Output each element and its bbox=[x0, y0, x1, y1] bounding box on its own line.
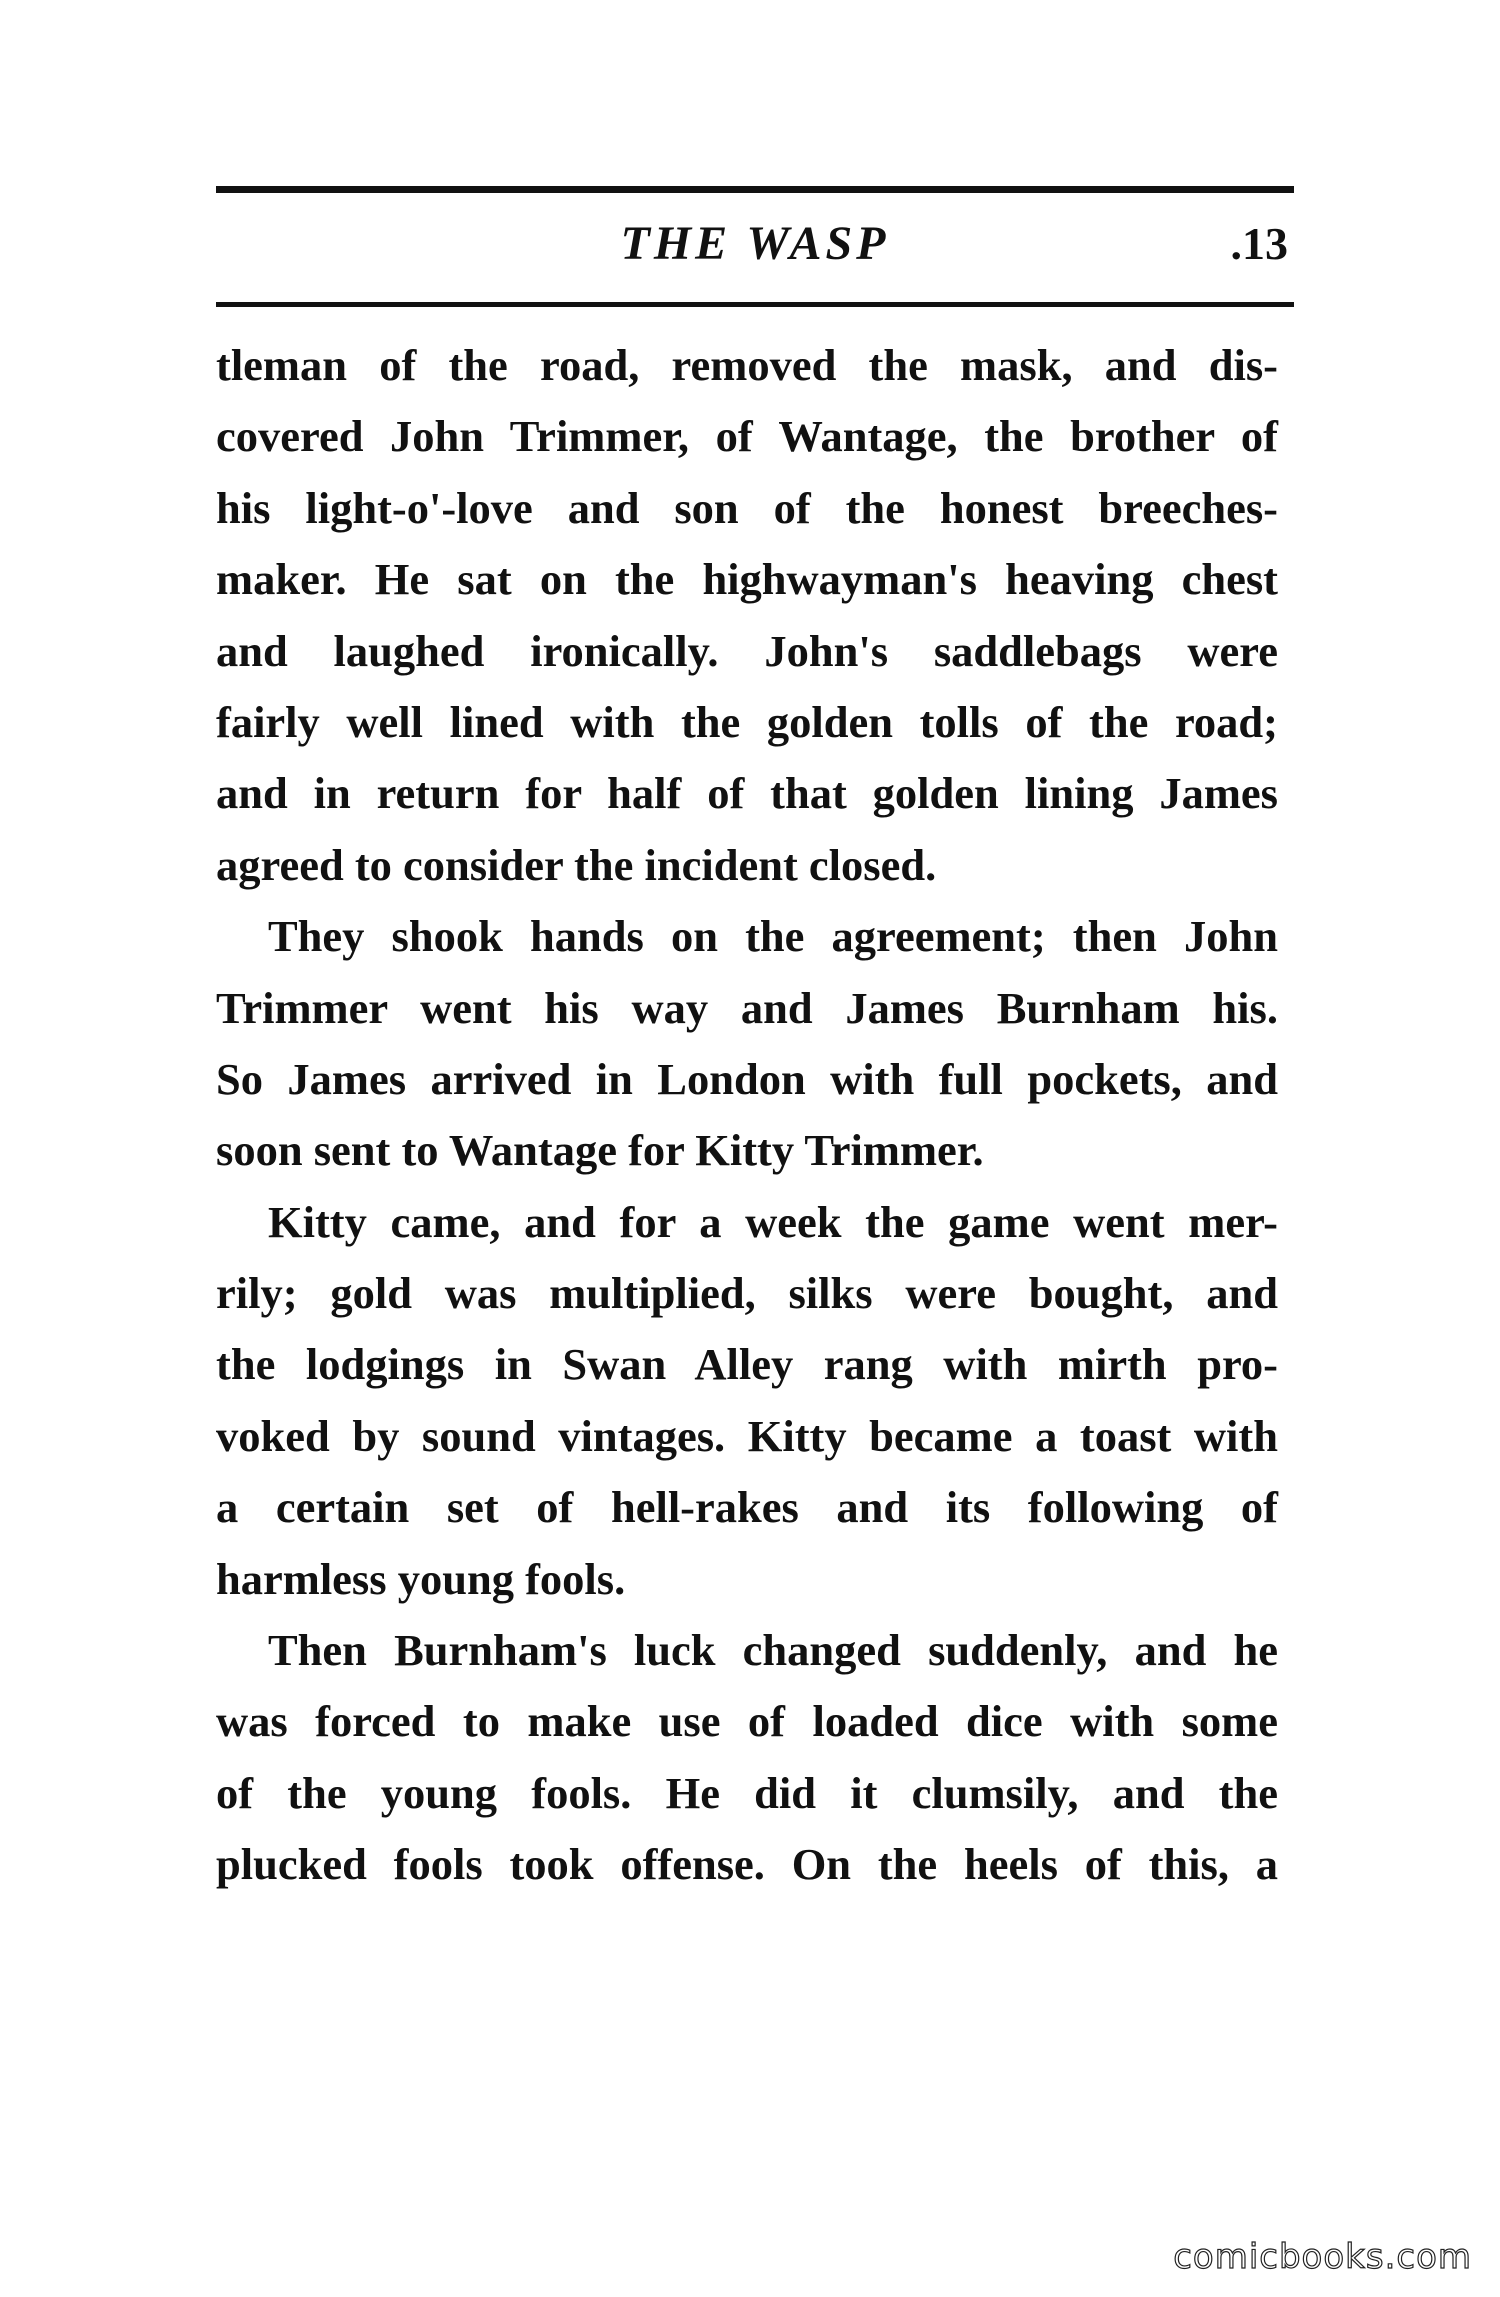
text-line: So James arrived in London with full pockets, and bbox=[216, 1053, 1278, 1104]
watermark: comicbooks.com bbox=[1173, 2237, 1472, 2277]
text-line: plucked fools took offense. On the heels of this, a bbox=[216, 1839, 1278, 1890]
text-line: They shook hands on the agreement; then John bbox=[268, 911, 1278, 962]
text-line: Kitty came, and for a week the game went mer- bbox=[268, 1196, 1278, 1247]
text-line: the lodgings in Swan Alley rang with mirth pro- bbox=[216, 1339, 1278, 1390]
text-line: agreed to consider the incident closed. bbox=[216, 839, 937, 890]
text-line: Trimmer went his way and James Burnham his. bbox=[216, 982, 1278, 1033]
text-line: voked by sound vintages. Kitty became a toast with bbox=[216, 1410, 1278, 1461]
text-line: covered John Trimmer, of Wantage, the brother of bbox=[216, 411, 1278, 462]
text-line: his light-o'-love and son of the honest breeches- bbox=[216, 482, 1278, 533]
text-line: maker. He sat on the highwayman's heaving chest bbox=[216, 554, 1278, 605]
text-line: and in return for half of that golden lining James bbox=[216, 768, 1278, 819]
page-number: .13 bbox=[1230, 218, 1288, 269]
text-line: of the young fools. He did it clumsily, and the bbox=[216, 1767, 1278, 1818]
running-head bbox=[216, 212, 1294, 282]
running-title: THE WASP bbox=[620, 217, 890, 270]
text-line: and laughed ironically. John's saddlebags were bbox=[216, 625, 1278, 676]
text-line: harmless young fools. bbox=[216, 1553, 626, 1604]
text-line: a certain set of hell-rakes and its following of bbox=[216, 1482, 1278, 1533]
header-rule-bottom bbox=[216, 302, 1294, 307]
text-line: rily; gold was multiplied, silks were bought, and bbox=[216, 1268, 1278, 1319]
text-line: soon sent to Wantage for Kitty Trimmer. bbox=[216, 1125, 984, 1176]
text-line: was forced to make use of loaded dice with some bbox=[216, 1696, 1278, 1747]
text-line: fairly well lined with the golden tolls of the road; bbox=[216, 696, 1278, 747]
text-line: Then Burnham's luck changed suddenly, and he bbox=[268, 1625, 1278, 1676]
text-line: tleman of the road, removed the mask, and dis- bbox=[216, 340, 1278, 390]
body-text bbox=[216, 330, 1278, 1901]
header-rule-top bbox=[216, 186, 1294, 193]
